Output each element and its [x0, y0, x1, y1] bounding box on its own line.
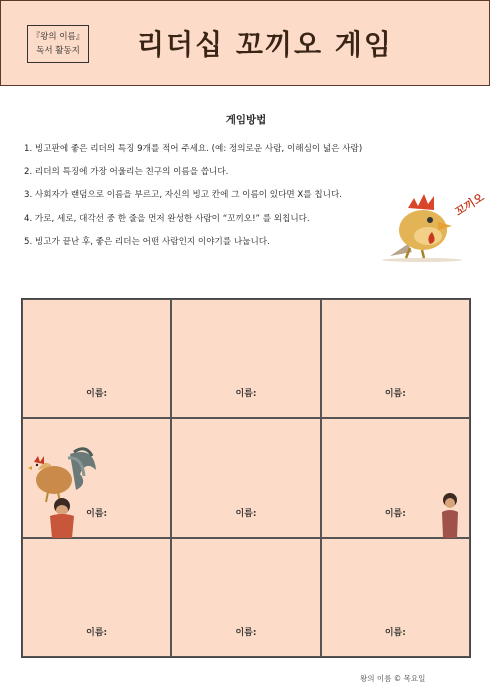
- book-title-label: 『왕의 이름』: [31, 32, 85, 42]
- bingo-cell[interactable]: [171, 418, 320, 537]
- rule-item: 4. 가로, 세로, 대각선 중 한 줄을 먼저 완성한 사람이 “꼬끼오!” 를 외칩니다.: [24, 213, 310, 224]
- child-illustration: [438, 492, 462, 538]
- worksheet-type-label: 독서 활동지: [36, 46, 80, 56]
- bingo-cell[interactable]: [171, 538, 320, 657]
- bingo-cell[interactable]: [321, 299, 470, 418]
- bingo-cell[interactable]: [22, 299, 171, 418]
- rule-item: 5. 빙고가 끝난 후, 좋은 리더는 어떤 사람인지 이야기를 나눕니다.: [24, 236, 270, 247]
- page-title: 리더십 꼬끼오 게임: [137, 28, 393, 61]
- bingo-cell[interactable]: [171, 299, 320, 418]
- bingo-cell[interactable]: [22, 538, 171, 657]
- name-label: 이름:: [86, 508, 108, 519]
- rule-item: 2. 리더의 특징에 가장 어울리는 친구의 이름을 씁니다.: [24, 167, 229, 178]
- name-label: 이름:: [384, 508, 406, 519]
- rules-list: [24, 138, 404, 254]
- rules-heading: 게임방법: [225, 114, 267, 126]
- name-label: 이름:: [86, 628, 108, 638]
- name-label: 이름:: [384, 628, 406, 638]
- bingo-cell[interactable]: [321, 538, 470, 657]
- header-banner: [0, 0, 490, 86]
- rooster-and-child-illustration: [28, 444, 100, 538]
- copyright-footer: 왕의 이름 © 목요일: [360, 674, 426, 683]
- rule-item: 1. 빙고판에 좋은 리더의 특징 9개를 적어 주세요. (예: 정의로운 사람, 이해심이 넓은 사람): [24, 144, 363, 154]
- name-label: 이름:: [384, 389, 406, 400]
- worksheet-tag: [27, 25, 89, 63]
- rule-item: 3. 사회자가 랜덤으로 이름을 부르고, 자신의 빙고 칸에 그 이름이 있다면 X를 칩니다.: [24, 190, 342, 201]
- name-label: 이름:: [235, 628, 257, 638]
- running-chicken-illustration: [378, 186, 487, 262]
- name-label: 이름:: [86, 389, 108, 400]
- chicken-sound-text: 꼬끼오: [452, 190, 487, 219]
- name-label: 이름:: [235, 508, 257, 519]
- name-label: 이름:: [235, 389, 257, 400]
